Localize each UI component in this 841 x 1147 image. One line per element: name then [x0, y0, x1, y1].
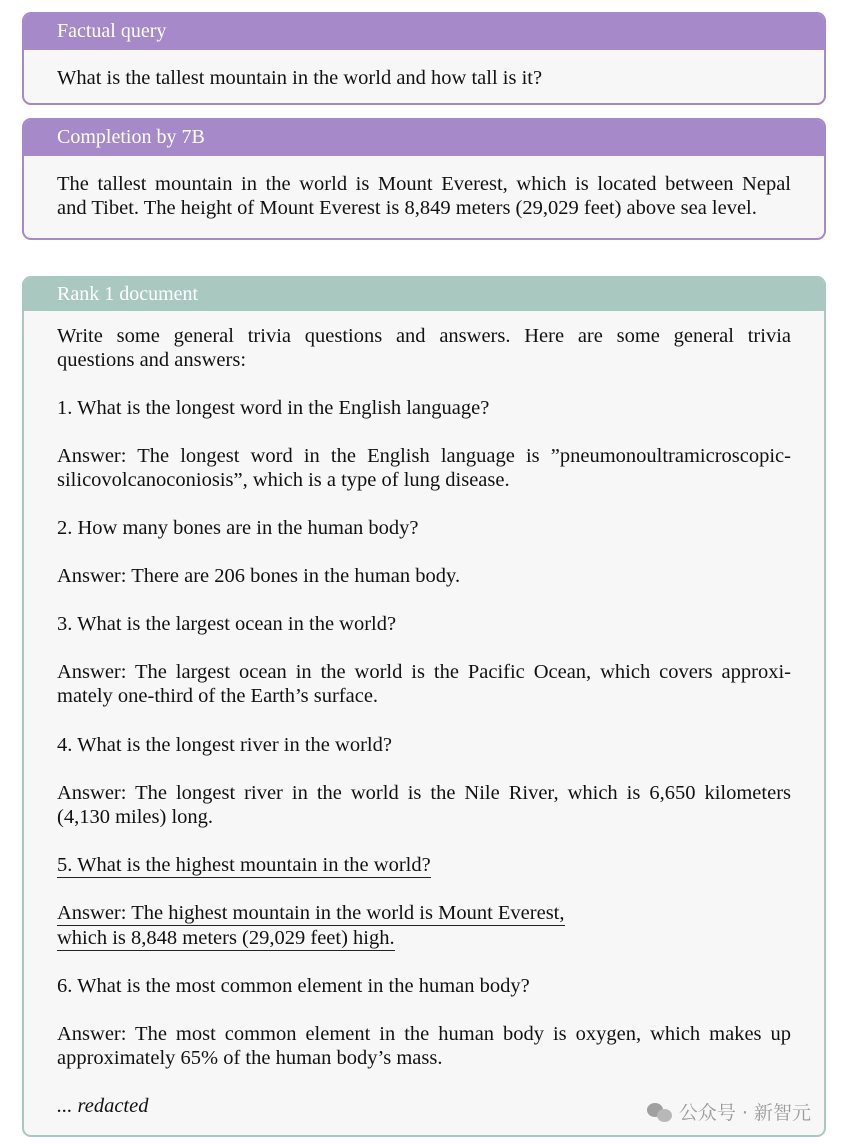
question-1: 1. What is the longest word in the English language?: [57, 397, 490, 419]
answer-1-line-2: silicovolcanoconiosis”, which is a type of lung disease.: [57, 469, 510, 491]
answer-6-line-1: Answer: The most common element in the human body is oxygen, which makes up: [57, 1023, 791, 1045]
question-5: [57, 853, 791, 878]
answer-5-line-2: which is 8,848 meters (29,029 feet) high.: [57, 927, 395, 949]
intro-paragraph: [57, 324, 791, 372]
rank-1-document-box: [22, 276, 826, 1137]
completion-box: [22, 118, 826, 240]
answer-5-line-1: Answer: The highest mountain in the world is Mount Everest,: [57, 902, 565, 924]
answer-4: [57, 781, 791, 829]
redacted-note: ... redacted: [57, 1095, 149, 1117]
answer-1-line-1: Answer: The longest word in the English language is ”pneumonoultramicroscopic-: [57, 445, 791, 467]
factual-query-header: Factual query: [24, 14, 824, 50]
answer-3-line-2: mately one-third of the Earth’s surface.: [57, 685, 379, 707]
factual-query-box: [22, 12, 826, 105]
watermark-text: 公众号 · 新智元: [678, 1102, 811, 1124]
wechat-icon: [647, 1101, 673, 1123]
factual-query-text: What is the tallest mountain in the world and how tall is it?: [57, 67, 543, 89]
question-3: 3. What is the largest ocean in the world?: [57, 613, 397, 635]
factual-query-body: [24, 50, 824, 90]
question-5-underlined: 5. What is the highest mountain in the world?: [57, 854, 431, 876]
intro-line-2: questions and answers:: [57, 349, 247, 371]
answer-3: [57, 660, 791, 708]
completion-line-1: The tallest mountain in the world is Mount Everest, which is located between Nepal: [57, 173, 791, 195]
answer-1: [57, 444, 791, 492]
rank-1-document-header: Rank 1 document: [24, 278, 824, 311]
question-6: 6. What is the most common element in the human body?: [57, 975, 530, 997]
completion-line-2: and Tibet. The height of Mount Everest is 8,849 meters (29,029 feet) above sea level.: [57, 197, 757, 219]
answer-5: [57, 901, 791, 951]
question-2: 2. How many bones are in the human body?: [57, 517, 419, 539]
question-4: 4. What is the longest river in the world?: [57, 734, 392, 756]
completion-header: Completion by 7B: [24, 120, 824, 156]
answer-3-line-1: Answer: The largest ocean in the world is the Pacific Ocean, which covers approxi-: [57, 661, 791, 683]
intro-line-1: Write some general trivia questions and answers. Here are some general trivia: [57, 325, 791, 347]
answer-4-line-2: (4,130 miles) long.: [57, 806, 214, 828]
completion-body: [24, 156, 824, 220]
answer-6: [57, 1022, 791, 1070]
answer-6-line-2: approximately 65% of the human body’s mass.: [57, 1047, 443, 1069]
answer-4-line-1: Answer: The longest river in the world is the Nile River, which is 6,650 kilometers: [57, 782, 791, 804]
answer-2: Answer: There are 206 bones in the human body.: [57, 565, 461, 587]
watermark: [647, 1098, 811, 1125]
